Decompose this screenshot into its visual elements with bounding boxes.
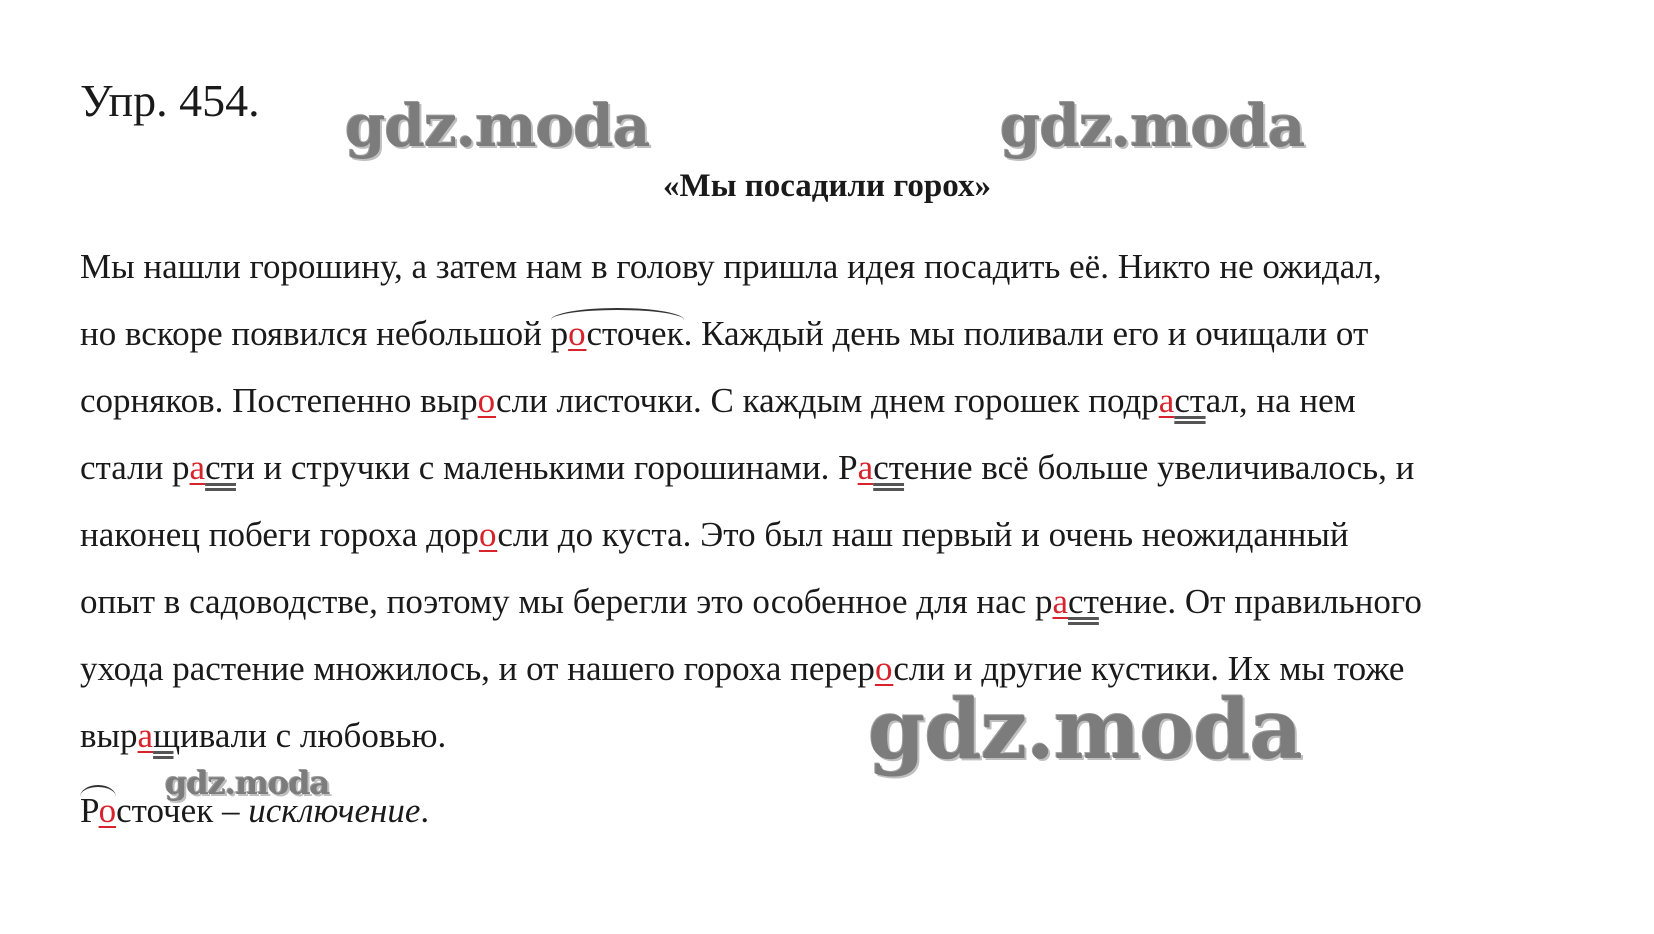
checked-vowel: а [137, 716, 154, 755]
text-fragment: сорняков. Постепенно выр [80, 381, 478, 420]
text-title: «Мы посадили горох» [663, 168, 991, 204]
watermark: gdz.moda [868, 682, 1302, 778]
watermark: gdz.moda [165, 764, 330, 802]
text-fragment: ал, на нем [1205, 381, 1356, 420]
watermark: gdz.moda [1000, 92, 1305, 160]
checked-vowel: о [477, 381, 497, 420]
text-line [80, 434, 1422, 501]
text-fragment: ивали с любовью. [180, 716, 447, 755]
text-fragment: стали р [80, 448, 190, 487]
root-letter: с [893, 649, 909, 688]
text-fragment: . Каждый день мы поливали его и очищали от [683, 314, 1369, 353]
text-fragment: ли до куста. Это был наш первый и очень неожиданный [512, 515, 1349, 554]
root-letter: сточек [586, 314, 684, 353]
condition-letters: ст [873, 448, 905, 487]
text-fragment: ение. От правильного [1098, 582, 1422, 621]
checked-vowel: а [1158, 381, 1175, 420]
text-fragment: ли листочки. С каждым днем горошек подр [511, 381, 1159, 420]
word-root [551, 316, 684, 351]
checked-vowel: о [98, 791, 117, 830]
text-line [80, 300, 1422, 367]
condition-letters: ст [205, 448, 236, 487]
word-root [80, 793, 116, 828]
root-letter: Р [80, 791, 99, 830]
exercise-number: Упр. 454. [80, 75, 260, 126]
text-fragment: ли и другие кустики. Их мы тоже [908, 649, 1405, 688]
text-fragment: – [213, 791, 249, 830]
text-fragment: опыт в садоводстве, поэтому мы берегли это особенное для нас р [80, 582, 1053, 621]
checked-vowel: о [568, 314, 587, 353]
exception-note [80, 793, 429, 828]
checked-vowel: а [857, 448, 874, 487]
exception-label: исключение [248, 791, 421, 830]
text-line [80, 367, 1422, 434]
text-fragment: и и стручки с маленькими горошинами. Р [235, 448, 858, 487]
text-fragment: наконец побеги гороха дор [80, 515, 479, 554]
text-line [80, 233, 1422, 300]
condition-letters: ст [1174, 381, 1206, 420]
root-arc [551, 308, 684, 320]
text-fragment: . [420, 791, 430, 830]
text-line [80, 568, 1422, 635]
text-line [80, 501, 1422, 568]
text-fragment: выр [80, 716, 138, 755]
checked-vowel: а [189, 448, 206, 487]
text-fragment: ение всё больше увеличивалось, и [904, 448, 1415, 487]
root-letter: р [550, 314, 569, 353]
text-fragment: Мы нашли горошину, а затем нам в голову пришла идея посадить её. Никто не ожидал, [80, 247, 1382, 286]
root-letter: с [497, 515, 513, 554]
checked-vowel: о [478, 515, 498, 554]
checked-vowel: о [874, 649, 894, 688]
root-letter: с [496, 381, 512, 420]
text-fragment: сточек [116, 791, 214, 830]
condition-letters: щ [153, 716, 181, 755]
root-arc [80, 785, 116, 797]
checked-vowel: а [1052, 582, 1069, 621]
text-fragment: но вскоре появился небольшой [80, 314, 551, 353]
condition-letters: ст [1068, 582, 1099, 621]
text-fragment: ухода растение множилось, и от нашего гороха перер [80, 649, 875, 688]
watermark: gdz.moda [345, 92, 650, 160]
